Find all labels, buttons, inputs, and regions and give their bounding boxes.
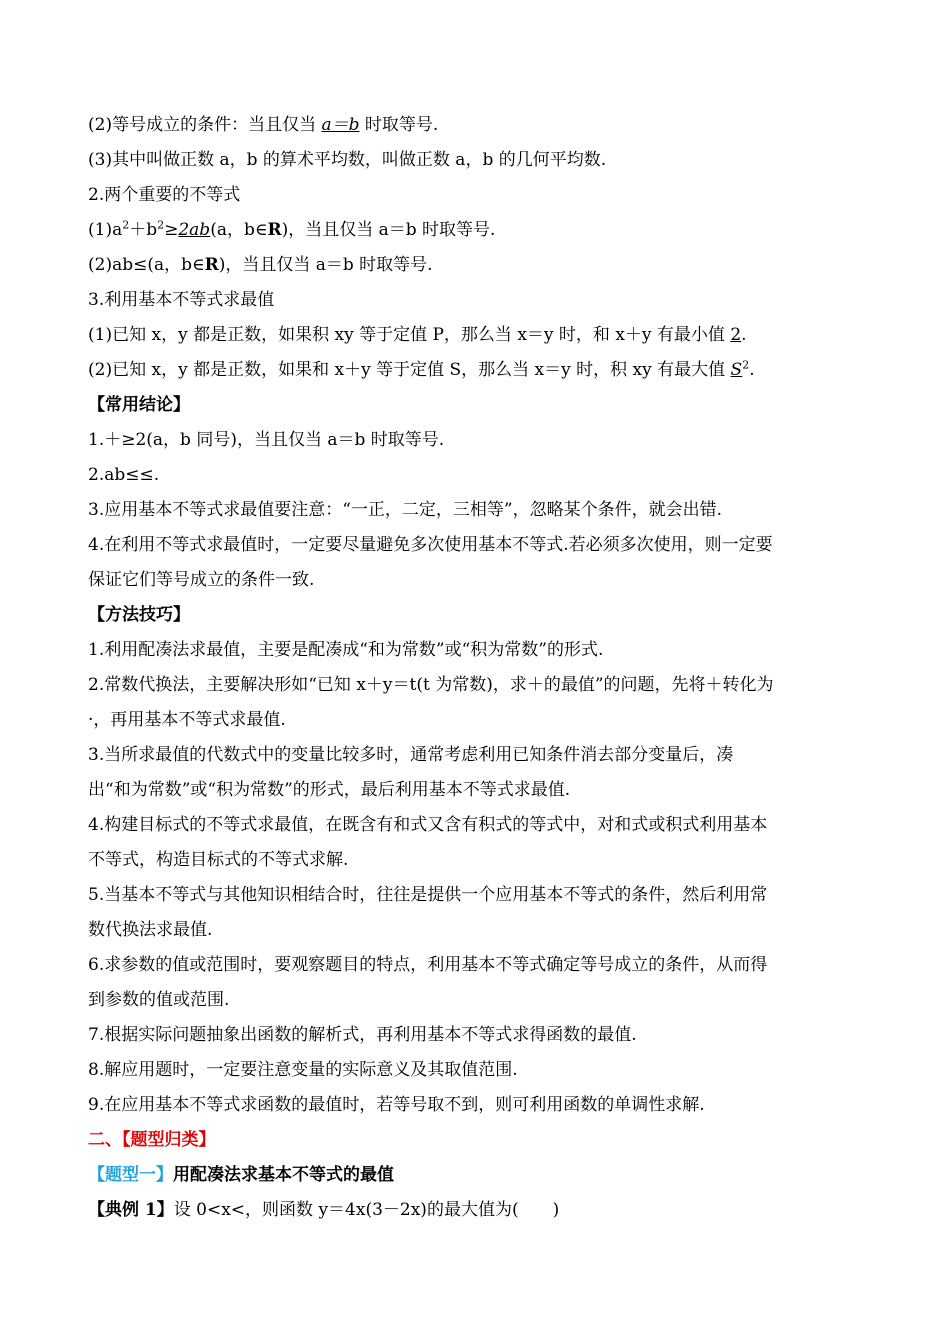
document-page <box>88 108 868 1228</box>
answer-blank: a＝b <box>321 115 360 135</box>
text-line: 到参数的值或范围. <box>88 990 230 1010</box>
text-line: 2.ab≤≤. <box>88 465 160 485</box>
text-line: 出“和为常数”或“积为常数”的形式，最后利用基本不等式求最值. <box>88 780 571 800</box>
text-line: 3.应用基本不等式求最值要注意：“一正，二定，三相等”，忽略某个条件，就会出错. <box>88 500 723 520</box>
text-line: (2)ab≤(a，b∈R)，当且仅当 a＝b 时取等号. <box>88 255 433 275</box>
text-line: 5.当基本不等式与其他知识相结合时，往往是提供一个应用基本不等式的条件，然后利用常 <box>88 885 768 905</box>
section-heading: 3.利用基本不等式求最值 <box>88 290 275 310</box>
text-line: 数代换法求最值. <box>88 920 213 940</box>
topic-heading: 【题型一】用配凑法求基本不等式的最值 <box>88 1165 394 1185</box>
text-line: 2.常数代换法，主要解决形如“已知 x＋y＝t(t 为常数)，求＋的最值”的问题，先将＋转化为 <box>88 675 774 695</box>
answer-blank: S <box>730 360 743 380</box>
text-line: 3.当所求最值的代数式中的变量比较多时，通常考虑利用已知条件消去部分变量后，凑 <box>88 745 734 765</box>
text-line: 4.在利用不等式求最值时，一定要尽量避免多次使用基本不等式.若必须多次使用，则一定要 <box>88 535 773 555</box>
text-line: (2)等号成立的条件：当且仅当 a＝b 时取等号. <box>88 115 439 135</box>
text-line: 1.＋≥2(a，b 同号)，当且仅当 a＝b 时取等号. <box>88 430 445 450</box>
text-line: (1)已知 x，y 都是正数，如果积 xy 等于定值 P，那么当 x＝y 时，和 x＋y 有最小值 2. <box>88 325 747 345</box>
text-line: 保证它们等号成立的条件一致. <box>88 570 315 590</box>
text-line: (2)已知 x，y 都是正数，如果和 x＋y 等于定值 S，那么当 x＝y 时，积 xy 有最大值 $S^2$. <box>88 358 755 380</box>
text-line: 1.利用配凑法求最值，主要是配凑成“和为常数”或“积为常数”的形式. <box>88 640 604 660</box>
text-line: (3)其中叫做正数 a，b 的算术平均数，叫做正数 a，b 的几何平均数. <box>88 150 607 170</box>
text-line: 4.构建目标式的不等式求最值，在既含有和式又含有积式的等式中，对和式或积式利用基本 <box>88 815 768 835</box>
text-line: 不等式，构造目标式的不等式求解. <box>88 850 349 870</box>
text-line: 6.求参数的值或范围时，要观察题目的特点，利用基本不等式确定等号成立的条件，从而得 <box>88 955 768 975</box>
method-heading: 【方法技巧】 <box>88 605 190 625</box>
conclusion-heading: 【常用结论】 <box>88 395 190 415</box>
text-line: ·，再用基本不等式求最值. <box>88 710 286 730</box>
section-title-red: 二、【题型归类】 <box>88 1130 216 1150</box>
text-line: 8.解应用题时，一定要注意变量的实际意义及其取值范围. <box>88 1060 518 1080</box>
answer-blank: 2ab <box>178 220 211 240</box>
text-line: 7.根据实际问题抽象出函数的解析式，再利用基本不等式求得函数的最值. <box>88 1025 637 1045</box>
answer-blank: 2 <box>730 325 742 345</box>
text-line: 9.在应用基本不等式求函数的最值时，若等号取不到，则可利用函数的单调性求解. <box>88 1095 705 1115</box>
section-heading: 2.两个重要的不等式 <box>88 185 241 205</box>
example-line: 【典例 1】设 0<x<，则函数 y＝4x(3－2x)的最大值为( ) <box>88 1200 560 1220</box>
text-line: $(1)a^2+b^2\ge 2ab(a$，b∈R)，当且仅当 a＝b 时取等号. <box>88 218 496 240</box>
